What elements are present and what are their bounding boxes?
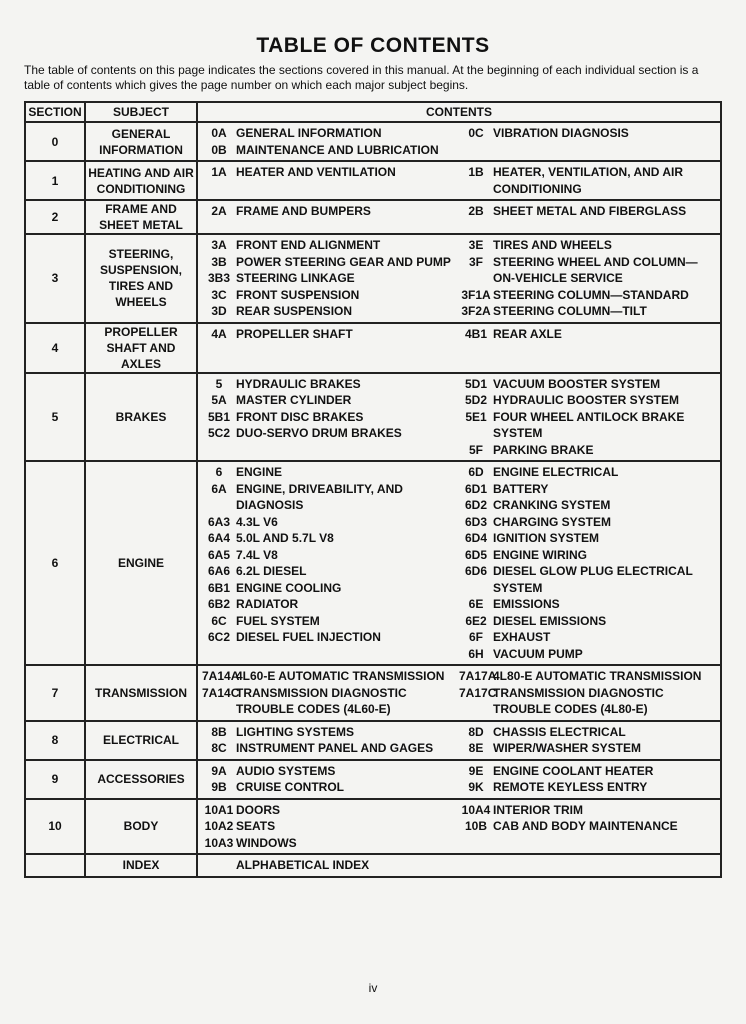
header-contents: CONTENTS	[197, 102, 721, 122]
entry-code: 9B	[211, 780, 227, 794]
contents-entry	[459, 668, 716, 685]
entry-label: REAR AXLE	[493, 326, 562, 341]
contents-entry	[459, 740, 716, 757]
contents-entry	[202, 857, 459, 874]
entry-code: 5D1	[464, 376, 487, 391]
entry-code: 8B	[211, 724, 227, 739]
entry-code: 5A	[211, 393, 227, 407]
entry-code: 10A4	[461, 802, 491, 817]
header-subject: SUBJECT	[85, 102, 197, 122]
entry-label: PROPELLER SHAFT	[236, 326, 353, 341]
section-number: 8	[25, 721, 85, 760]
entry-label: FUEL SYSTEM	[236, 613, 320, 628]
entry-label: DIESEL GLOW PLUG ELECTRICAL SYSTEM	[493, 564, 693, 595]
contents-table	[24, 101, 722, 878]
entry-code: 7A14C	[202, 685, 240, 700]
table-row	[25, 122, 721, 161]
contents-entry	[202, 142, 459, 159]
entry-label: VACUUM PUMP	[493, 646, 583, 661]
entry-code: 6B1	[207, 580, 230, 595]
entry-label: POWER STEERING GEAR AND PUMP	[236, 254, 451, 269]
contents-entry	[202, 303, 459, 320]
right-contents-column	[459, 763, 716, 796]
table-row	[25, 234, 721, 323]
entry-code	[202, 857, 236, 874]
entry-code: 6E2	[465, 613, 487, 628]
section-subject: ELECTRICAL	[85, 721, 197, 760]
contents-entry	[202, 763, 459, 780]
table-row	[25, 373, 721, 462]
entry-code: 10A2	[204, 819, 234, 833]
entry-code: 6D4	[464, 531, 487, 545]
section-number: 2	[25, 200, 85, 234]
entry-label: STEERING COLUMN—TILT	[493, 304, 647, 318]
entry-code: 7A17A	[459, 669, 497, 683]
entry-label: LIGHTING SYSTEMS	[236, 724, 355, 739]
section-subject: STEERING, SUSPENSION, TIRES AND WHEELS	[85, 234, 197, 323]
entry-label: MASTER CYLINDER	[236, 393, 352, 407]
entry-label: 4.3L V6	[236, 514, 278, 529]
right-contents-column	[459, 668, 716, 718]
entry-label: FRONT DISC BRAKES	[236, 409, 364, 424]
contents-entry	[459, 303, 716, 320]
entry-label: ENGINE COOLANT HEATER	[493, 763, 654, 778]
contents-entry	[459, 254, 716, 287]
entry-label: ENGINE WIRING	[493, 547, 588, 562]
table-row	[25, 760, 721, 799]
contents-entry	[202, 580, 459, 597]
section-contents	[197, 373, 721, 462]
entry-code: 3F1A	[461, 287, 491, 302]
section-number: 0	[25, 122, 85, 161]
section-number	[25, 854, 85, 877]
section-contents	[197, 760, 721, 799]
left-contents-column	[202, 668, 459, 718]
entry-label: STEERING LINKAGE	[236, 271, 355, 285]
contents-entry	[202, 596, 459, 613]
entry-code: 6D3	[464, 514, 487, 529]
entry-label: ALPHABETICAL INDEX	[236, 858, 370, 872]
entry-label: 6.2L DIESEL	[236, 564, 307, 578]
entry-code: 10B	[464, 819, 487, 833]
contents-entry	[459, 596, 716, 613]
contents-entry	[202, 629, 459, 646]
entry-code: 5D2	[464, 393, 487, 407]
contents-entry	[202, 481, 459, 514]
page-number: iv	[368, 981, 378, 995]
contents-entry	[459, 442, 716, 459]
entry-label: FOUR WHEEL ANTILOCK BRAKE SYSTEM	[493, 409, 685, 440]
section-subject: INDEX	[85, 854, 197, 877]
contents-entry	[202, 547, 459, 564]
entry-label: INTERIOR TRIM	[493, 802, 583, 817]
contents-entry	[459, 164, 716, 197]
entry-label: WIPER/WASHER SYSTEM	[493, 741, 642, 755]
left-contents-column	[202, 164, 459, 197]
entry-label: 7.4L V8	[236, 547, 278, 562]
section-subject: GENERAL INFORMATION	[85, 122, 197, 161]
entry-label: DIESEL FUEL INJECTION	[236, 630, 381, 644]
contents-entry	[459, 613, 716, 630]
contents-entry	[459, 481, 716, 498]
contents-entry	[202, 376, 459, 393]
entry-code: 5C2	[207, 426, 230, 440]
entry-code: 0A	[211, 126, 227, 140]
entry-label: ENGINE	[236, 465, 283, 479]
entry-label: INSTRUMENT PANEL AND GAGES	[236, 741, 434, 755]
contents-entry	[202, 287, 459, 304]
entry-label: TRANSMISSION DIAGNOSTIC TROUBLE CODES (4L60-E)	[236, 685, 407, 716]
contents-entry	[459, 646, 716, 663]
right-contents-column	[459, 237, 716, 320]
entry-label: 5.0L AND 5.7L V8	[236, 531, 334, 545]
left-contents-column	[202, 802, 459, 852]
entry-code: 6C2	[207, 630, 230, 644]
left-contents-column	[202, 724, 459, 757]
entry-code: 5	[215, 376, 223, 391]
contents-entry	[202, 668, 459, 685]
entry-label: SEATS	[236, 819, 276, 833]
contents-entry	[202, 563, 459, 580]
entry-label: ENGINE, DRIVEABILITY, AND DIAGNOSIS	[236, 481, 403, 512]
entry-label: EMISSIONS	[493, 597, 560, 611]
entry-code: 6	[215, 465, 223, 479]
entry-label: HEATER AND VENTILATION	[236, 165, 396, 179]
entry-label: SHEET METAL AND FIBERGLASS	[493, 204, 687, 218]
entry-label: REMOTE KEYLESS ENTRY	[493, 780, 648, 794]
entry-label: HYDRAULIC BRAKES	[236, 376, 361, 391]
section-number: 10	[25, 799, 85, 855]
entry-code: 6D5	[464, 547, 487, 562]
page-title: TABLE OF CONTENTS	[256, 34, 490, 57]
contents-entry	[202, 835, 459, 852]
contents-entry	[202, 164, 459, 181]
section-subject: PROPELLER SHAFT AND AXLES	[85, 323, 197, 373]
entry-code: 2B	[468, 204, 484, 218]
entry-code: 6E	[468, 597, 484, 611]
entry-code: 2A	[211, 204, 227, 218]
left-contents-column	[202, 376, 459, 459]
right-contents-column	[459, 376, 716, 459]
entry-label: PARKING BRAKE	[493, 442, 594, 457]
contents-entry	[459, 514, 716, 531]
section-contents	[197, 721, 721, 760]
left-contents-column	[202, 125, 459, 158]
entry-code: 3F2A	[461, 304, 491, 318]
contents-entry	[202, 740, 459, 757]
entry-code: 3D	[211, 304, 227, 318]
entry-label: CHASSIS ELECTRICAL	[493, 724, 626, 739]
entry-label: CRUISE CONTROL	[236, 780, 344, 794]
right-contents-column	[459, 802, 716, 852]
contents-entry	[459, 629, 716, 646]
section-contents	[197, 323, 721, 373]
entry-label: ENGINE COOLING	[236, 580, 342, 595]
entry-code: 5E1	[465, 409, 487, 424]
entry-code: 4A	[211, 326, 227, 341]
contents-entry	[459, 818, 716, 835]
contents-entry	[202, 409, 459, 426]
right-contents-column	[459, 203, 716, 220]
contents-entry	[459, 376, 716, 393]
right-contents-column	[459, 164, 716, 197]
contents-entry	[459, 409, 716, 442]
left-contents-column	[202, 763, 459, 796]
entry-label: ENGINE ELECTRICAL	[493, 465, 619, 479]
entry-code: 4B1	[464, 326, 487, 341]
entry-code: 6A3	[207, 514, 230, 529]
contents-entry	[202, 270, 459, 287]
entry-code: 1B	[468, 165, 484, 179]
section-subject: FRAME AND SHEET METAL	[85, 200, 197, 234]
section-contents	[197, 854, 721, 877]
entry-code: 6A6	[207, 564, 230, 578]
contents-entry	[202, 530, 459, 547]
entry-code: 8E	[468, 741, 484, 755]
contents-entry	[459, 563, 716, 596]
table-row	[25, 721, 721, 760]
contents-entry	[459, 802, 716, 819]
table-row	[25, 161, 721, 200]
section-contents	[197, 161, 721, 200]
entry-code: 9K	[468, 780, 484, 794]
contents-entry	[459, 237, 716, 254]
contents-entry	[202, 392, 459, 409]
entry-label: VIBRATION DIAGNOSIS	[493, 126, 629, 140]
entry-label: HEATER, VENTILATION, AND AIR CONDITIONING	[493, 165, 683, 196]
entry-label: DIESEL EMISSIONS	[493, 613, 607, 628]
entry-code: 6F	[468, 630, 483, 644]
entry-label: HYDRAULIC BOOSTER SYSTEM	[493, 393, 680, 407]
section-subject: BRAKES	[85, 373, 197, 462]
entry-label: TIRES AND WHEELS	[493, 238, 612, 252]
entry-label: TRANSMISSION DIAGNOSTIC TROUBLE CODES (4L80-E)	[493, 685, 664, 716]
entry-label: GENERAL INFORMATION	[236, 126, 382, 140]
contents-entry	[459, 724, 716, 741]
contents-entry	[459, 464, 716, 481]
entry-label: DOORS	[236, 802, 281, 817]
entry-label: 4L80-E AUTOMATIC TRANSMISSION	[493, 669, 702, 683]
entry-code: 7A17C	[459, 685, 497, 700]
left-contents-column	[202, 326, 459, 343]
table-row	[25, 799, 721, 855]
right-contents-column	[459, 724, 716, 757]
entry-code: 6D	[468, 465, 484, 479]
entry-code: 0B	[211, 142, 227, 157]
section-subject: BODY	[85, 799, 197, 855]
section-contents	[197, 665, 721, 721]
entry-code: 9E	[468, 763, 484, 778]
right-contents-column	[459, 125, 716, 158]
entry-label: IGNITION SYSTEM	[493, 531, 600, 545]
entry-code: 5B1	[207, 409, 230, 424]
entry-code: 6A4	[207, 531, 230, 545]
entry-label: 4L60-E AUTOMATIC TRANSMISSION	[236, 669, 445, 683]
entry-label: RADIATOR	[236, 597, 299, 611]
entry-label: REAR SUSPENSION	[236, 304, 353, 318]
entry-code: 7A14A	[202, 669, 240, 683]
entry-label: STEERING WHEEL AND COLUMN—ON-VEHICLE SERVICE	[493, 254, 698, 285]
entry-code: 6B2	[207, 597, 230, 611]
entry-code: 6A5	[207, 547, 230, 562]
entry-label: STEERING COLUMN—STANDARD	[493, 287, 689, 302]
entry-label: BATTERY	[493, 481, 549, 496]
entry-code: 3F	[468, 254, 483, 269]
section-number: 5	[25, 373, 85, 462]
contents-entry	[202, 254, 459, 271]
contents-entry	[459, 547, 716, 564]
contents-entry	[459, 287, 716, 304]
table-row	[25, 200, 721, 234]
section-contents	[197, 234, 721, 323]
section-subject: ACCESSORIES	[85, 760, 197, 799]
contents-entry	[202, 685, 459, 718]
entry-code: 6D1	[464, 481, 487, 496]
contents-entry	[202, 802, 459, 819]
contents-entry	[459, 530, 716, 547]
table-row	[25, 665, 721, 721]
section-number: 1	[25, 161, 85, 200]
entry-label: MAINTENANCE AND LUBRICATION	[236, 142, 439, 157]
section-contents	[197, 799, 721, 855]
entry-label: CAB AND BODY MAINTENANCE	[493, 819, 678, 833]
contents-entry	[202, 613, 459, 630]
table-row	[25, 461, 721, 665]
entry-label: DUO-SERVO DRUM BRAKES	[236, 426, 402, 440]
contents-entry	[459, 392, 716, 409]
section-subject: HEATING AND AIR CONDITIONING	[85, 161, 197, 200]
left-contents-column	[202, 857, 459, 874]
entry-code: 6D2	[464, 498, 487, 512]
section-contents	[197, 122, 721, 161]
entry-label: AUDIO SYSTEMS	[236, 763, 336, 778]
table-body	[25, 122, 721, 877]
entry-code: 8C	[211, 741, 227, 755]
entry-code: 3B	[211, 254, 227, 269]
right-contents-column	[459, 326, 716, 343]
section-number: 7	[25, 665, 85, 721]
contents-entry	[202, 464, 459, 481]
contents-entry	[459, 763, 716, 780]
contents-entry	[459, 326, 716, 343]
table-row	[25, 323, 721, 373]
entry-code: 6A	[211, 481, 227, 496]
left-contents-column	[202, 203, 459, 220]
section-number: 9	[25, 760, 85, 799]
contents-entry	[202, 779, 459, 796]
right-contents-column	[459, 464, 716, 662]
contents-entry	[202, 237, 459, 254]
entry-label: FRAME AND BUMPERS	[236, 204, 371, 218]
contents-entry	[202, 514, 459, 531]
contents-entry	[202, 425, 459, 442]
section-subject: TRANSMISSION	[85, 665, 197, 721]
intro-paragraph: The table of contents on this page indicates the sections covered in this manual. At the beginning of each individual section is a table of contents which gives the page number on which each major subject begins.	[24, 63, 699, 92]
entry-code: 0C	[468, 126, 484, 140]
table-row	[25, 854, 721, 877]
contents-entry	[202, 326, 459, 343]
contents-entry	[459, 125, 716, 142]
contents-entry	[459, 779, 716, 796]
entry-code: 6D6	[464, 564, 487, 578]
left-contents-column	[202, 237, 459, 320]
entry-label: EXHAUST	[493, 630, 551, 644]
header-section: SECTION	[25, 102, 85, 122]
entry-label: CHARGING SYSTEM	[493, 514, 612, 529]
section-number: 4	[25, 323, 85, 373]
section-number: 3	[25, 234, 85, 323]
entry-code: 10A3	[204, 835, 234, 850]
entry-label: FRONT END ALIGNMENT	[236, 238, 381, 252]
section-subject: ENGINE	[85, 461, 197, 665]
entry-code: 8D	[468, 724, 484, 739]
section-contents	[197, 461, 721, 665]
contents-entry	[202, 818, 459, 835]
entry-label: FRONT SUSPENSION	[236, 287, 360, 302]
entry-code: 10A1	[204, 802, 234, 817]
entry-code: 3A	[211, 238, 227, 252]
right-contents-column	[459, 857, 716, 874]
entry-label: WINDOWS	[236, 835, 297, 850]
contents-entry	[459, 685, 716, 718]
contents-entry	[459, 203, 716, 220]
section-number: 6	[25, 461, 85, 665]
left-contents-column	[202, 464, 459, 662]
entry-label: CRANKING SYSTEM	[493, 498, 611, 512]
table-header-row	[25, 102, 721, 122]
entry-code: 3B3	[207, 271, 230, 285]
contents-entry	[202, 125, 459, 142]
entry-code: 6C	[211, 613, 227, 628]
contents-entry	[459, 497, 716, 514]
entry-code: 1A	[211, 165, 227, 179]
entry-code: 3C	[211, 287, 227, 302]
contents-entry	[202, 203, 459, 220]
entry-code: 3E	[468, 238, 484, 252]
entry-code: 6H	[468, 646, 484, 661]
section-contents	[197, 200, 721, 234]
contents-entry	[202, 724, 459, 741]
entry-code: 9A	[211, 763, 227, 778]
entry-code: 5F	[468, 442, 483, 457]
entry-label: VACUUM BOOSTER SYSTEM	[493, 376, 661, 391]
